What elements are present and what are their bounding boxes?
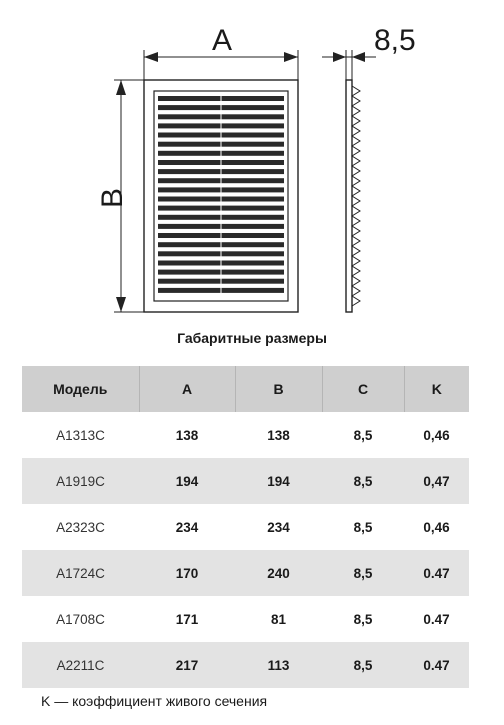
cell-c: 8,5 <box>353 611 373 627</box>
cell-b: 240 <box>235 550 322 596</box>
cell-b: 194 <box>235 458 322 504</box>
cell-a: 170 <box>139 550 235 596</box>
cell-c: 8,5 <box>322 550 404 596</box>
cell-k: 0.47 <box>404 642 469 688</box>
table-header-row <box>22 366 469 412</box>
table-row <box>22 458 469 504</box>
side-louver-profile <box>352 86 360 306</box>
cell-a: 138 <box>175 427 199 443</box>
cell-k: 0.47 <box>423 611 450 627</box>
cell-k: 0,46 <box>423 519 450 535</box>
cell-c: 8,5 <box>353 427 373 443</box>
cell-model: A1919C <box>22 458 139 504</box>
cell-a: 217 <box>139 642 235 688</box>
dim-a-arrow-right <box>284 52 298 62</box>
cell-b: 138 <box>267 427 290 443</box>
footnote: K — коэффициент живого сечения <box>41 693 268 709</box>
cell-k: 0,47 <box>404 458 469 504</box>
header-a: A <box>139 366 235 412</box>
cell-c: 8,5 <box>322 458 404 504</box>
cell-a: 234 <box>175 519 199 535</box>
dim-b-arrow-bottom <box>116 297 126 312</box>
table-row <box>22 550 469 596</box>
cell-b: 81 <box>270 611 287 627</box>
cell-model: A1313C <box>56 427 105 443</box>
cell-model: A2323C <box>56 519 105 535</box>
cell-c: 8,5 <box>353 519 373 535</box>
cell-k: 0.47 <box>404 550 469 596</box>
table-row <box>22 596 469 642</box>
cell-c: 8,5 <box>322 642 404 688</box>
cell-b: 113 <box>235 642 322 688</box>
table-row <box>22 504 469 550</box>
cell-model: A1724C <box>22 550 139 596</box>
side-louver-teeth <box>352 86 360 306</box>
grille-technical-drawing <box>0 0 504 330</box>
cell-model: A1708C <box>56 611 105 627</box>
table-row <box>22 642 469 688</box>
dim-a-arrow-left <box>144 52 158 62</box>
cell-b: 234 <box>267 519 290 535</box>
dimensions-caption: Габаритные размеры <box>177 330 327 346</box>
cell-a: 194 <box>139 458 235 504</box>
cell-model: A2211C <box>22 642 139 688</box>
dim-depth-arrow-left <box>333 52 346 62</box>
header-c: C <box>322 366 404 412</box>
dim-a-label: A <box>212 24 233 57</box>
dim-b-arrow-top <box>116 80 126 95</box>
header-k: K <box>404 366 469 412</box>
table-row <box>22 412 469 458</box>
dim-depth-arrow-right <box>352 52 365 62</box>
dim-b-label: B <box>96 187 129 208</box>
header-b: B <box>235 366 322 412</box>
header-model: Модель <box>22 366 139 412</box>
cell-k: 0,46 <box>423 427 450 443</box>
cell-a: 171 <box>175 611 199 627</box>
dim-depth-label: 8,5 <box>374 24 416 57</box>
dimensions-table <box>22 366 469 688</box>
